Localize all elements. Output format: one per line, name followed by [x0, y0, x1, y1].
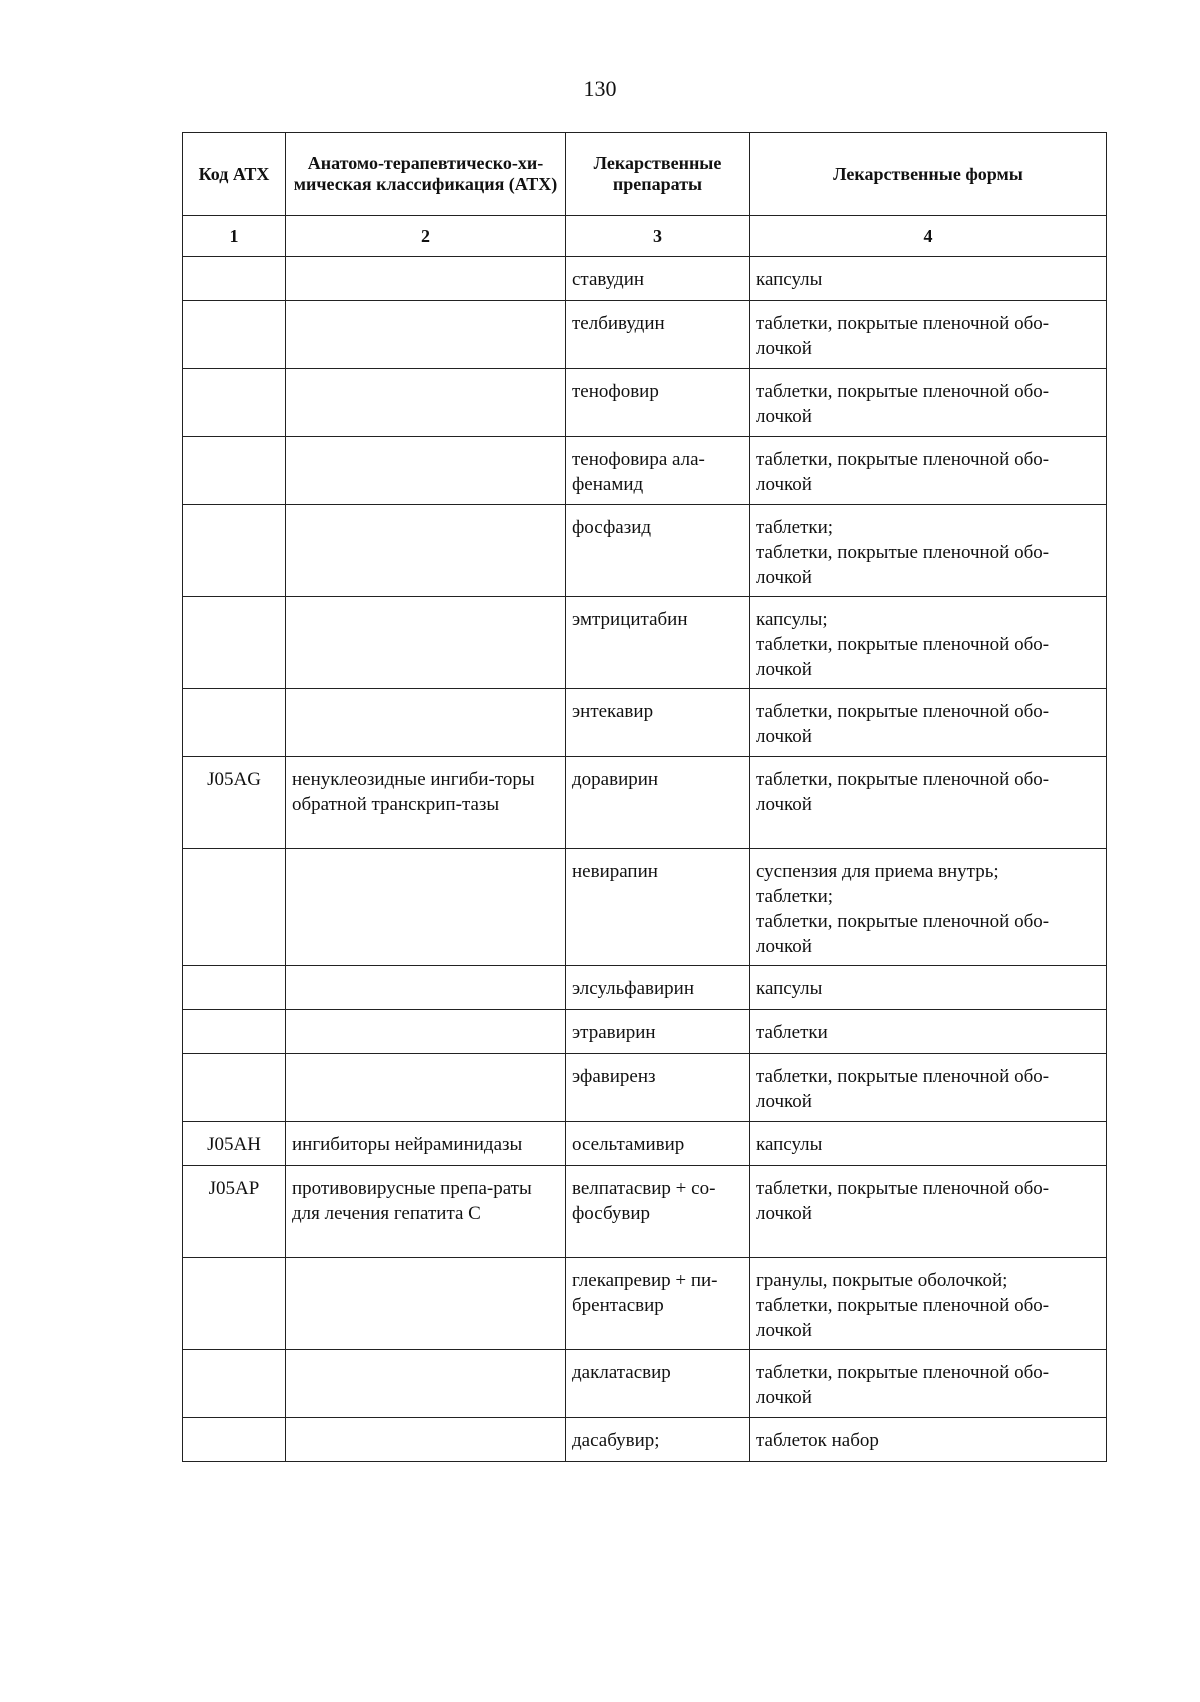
table-row — [183, 1350, 1107, 1418]
drug-name-cell: фосфазид — [566, 505, 750, 597]
atc-code-cell — [183, 369, 286, 437]
dosage-form-line: таблетки, покрытые пленочной обо-лочкой — [756, 313, 1050, 359]
atc-code-cell — [183, 1418, 286, 1462]
dosage-form-line: таблетки, покрытые пленочной обо-лочкой — [756, 911, 1050, 957]
dosage-forms-cell — [750, 1010, 1107, 1054]
dosage-forms-cell — [750, 1122, 1107, 1166]
drug-name-cell: эфавиренз — [566, 1054, 750, 1122]
drug-name-cell: невирапин — [566, 849, 750, 966]
dosage-form-line: капсулы — [756, 1134, 823, 1155]
atc-classification-cell — [286, 1418, 566, 1462]
column-number: 3 — [566, 216, 750, 257]
dosage-form-line: капсулы — [756, 978, 823, 999]
dosage-forms-cell — [750, 301, 1107, 369]
table-row — [183, 966, 1107, 1010]
atc-code-cell — [183, 505, 286, 597]
table-row — [183, 369, 1107, 437]
table-row — [183, 689, 1107, 757]
drug-name-cell: тенофовира ала-фенамид — [566, 437, 750, 505]
atc-classification-cell — [286, 505, 566, 597]
dosage-form-line: таблетки, покрытые пленочной обо-лочкой — [756, 449, 1050, 495]
atc-code-cell — [183, 1350, 286, 1418]
dosage-form-line: таблетки, покрытые пленочной обо-лочкой — [756, 381, 1050, 427]
atc-classification-cell — [286, 369, 566, 437]
dosage-forms-cell — [750, 1258, 1107, 1350]
dosage-forms-cell — [750, 1418, 1107, 1462]
table-row — [183, 1122, 1107, 1166]
column-number-row — [183, 216, 1107, 257]
table-row — [183, 1258, 1107, 1350]
dosage-form-line: таблетки; — [756, 517, 834, 538]
drug-name-cell: ставудин — [566, 257, 750, 301]
dosage-forms-cell — [750, 437, 1107, 505]
dosage-form-line: таблетки, покрытые пленочной обо-лочкой — [756, 701, 1050, 747]
atc-code-cell — [183, 301, 286, 369]
drug-name-cell: тенофовир — [566, 369, 750, 437]
atc-classification-cell — [286, 966, 566, 1010]
atc-code-cell — [183, 1010, 286, 1054]
dosage-forms-cell — [750, 1166, 1107, 1258]
dosage-form-line: таблеток набор — [756, 1430, 879, 1451]
atc-code-cell — [183, 597, 286, 689]
drug-name-cell: дасабувир; — [566, 1418, 750, 1462]
atc-classification-cell — [286, 849, 566, 966]
dosage-form-line: таблетки, покрытые пленочной обо-лочкой — [756, 769, 1050, 815]
dosage-form-line: капсулы — [756, 269, 823, 290]
dosage-form-line: таблетки, покрытые пленочной обо-лочкой — [756, 542, 1050, 588]
atc-classification-cell — [286, 1010, 566, 1054]
table-row — [183, 849, 1107, 966]
dosage-form-line: капсулы; — [756, 609, 828, 630]
table-body — [183, 257, 1107, 1462]
dosage-forms-cell — [750, 1054, 1107, 1122]
atc-code-cell — [183, 437, 286, 505]
dosage-forms-cell — [750, 257, 1107, 301]
dosage-form-line: таблетки, покрытые пленочной обо-лочкой — [756, 1066, 1050, 1112]
atc-code-cell — [183, 1258, 286, 1350]
atc-classification-cell — [286, 437, 566, 505]
dosage-forms-cell — [750, 369, 1107, 437]
dosage-form-line: таблетки — [756, 1022, 828, 1043]
header-atc-code: Код АТХ — [183, 133, 286, 216]
dosage-forms-cell — [750, 966, 1107, 1010]
header-atc-classification: Анатомо-терапевтическо-хи-мическая классификация (АТХ) — [286, 133, 566, 216]
atc-classification-cell — [286, 689, 566, 757]
atc-code-cell: J05AH — [183, 1122, 286, 1166]
atc-classification-cell: противовирусные препа-раты для лечения гепатита С — [286, 1166, 566, 1258]
dosage-forms-cell — [750, 597, 1107, 689]
dosage-forms-cell — [750, 689, 1107, 757]
table-row — [183, 1054, 1107, 1122]
atc-drug-table — [182, 132, 1107, 1462]
dosage-forms-cell — [750, 849, 1107, 966]
header-drugs: Лекарственные препараты — [566, 133, 750, 216]
drug-name-cell: энтекавир — [566, 689, 750, 757]
atc-classification-cell — [286, 597, 566, 689]
header-dosage-forms: Лекарственные формы — [750, 133, 1107, 216]
dosage-form-line: таблетки, покрытые пленочной обо-лочкой — [756, 1295, 1050, 1341]
atc-classification-cell — [286, 1350, 566, 1418]
dosage-forms-cell — [750, 757, 1107, 849]
drug-name-cell: элсульфавирин — [566, 966, 750, 1010]
table-row — [183, 757, 1107, 849]
table-row — [183, 1418, 1107, 1462]
table-row — [183, 1010, 1107, 1054]
drug-name-cell: этравирин — [566, 1010, 750, 1054]
dosage-forms-cell — [750, 505, 1107, 597]
drug-name-cell: телбивудин — [566, 301, 750, 369]
table-row — [183, 1166, 1107, 1258]
table-row — [183, 257, 1107, 301]
column-number: 1 — [183, 216, 286, 257]
atc-code-cell — [183, 966, 286, 1010]
atc-classification-cell — [286, 257, 566, 301]
page-number: 130 — [583, 76, 617, 101]
column-number: 2 — [286, 216, 566, 257]
atc-code-cell: J05AG — [183, 757, 286, 849]
dosage-form-line: суспензия для приема внутрь; — [756, 861, 999, 882]
atc-classification-cell — [286, 1258, 566, 1350]
table-row — [183, 597, 1107, 689]
table-header-row — [183, 133, 1107, 216]
dosage-forms-cell — [750, 1350, 1107, 1418]
dosage-form-line: гранулы, покрытые оболочкой; — [756, 1270, 1008, 1291]
drug-name-cell: глекапревир + пи-брентасвир — [566, 1258, 750, 1350]
table-row — [183, 301, 1107, 369]
drug-name-cell: велпатасвир + со-фосбувир — [566, 1166, 750, 1258]
atc-code-cell: J05AP — [183, 1166, 286, 1258]
drug-name-cell: осельтамивир — [566, 1122, 750, 1166]
atc-code-cell — [183, 849, 286, 966]
atc-code-cell — [183, 1054, 286, 1122]
dosage-form-line: таблетки, покрытые пленочной обо-лочкой — [756, 1178, 1050, 1224]
dosage-form-line: таблетки, покрытые пленочной обо-лочкой — [756, 634, 1050, 680]
atc-classification-cell: ненуклеозидные ингиби-торы обратной транскрип-тазы — [286, 757, 566, 849]
drug-name-cell: даклатасвир — [566, 1350, 750, 1418]
table-row — [183, 437, 1107, 505]
column-number: 4 — [750, 216, 1107, 257]
atc-code-cell — [183, 257, 286, 301]
atc-classification-cell — [286, 301, 566, 369]
dosage-form-line: таблетки; — [756, 886, 834, 907]
atc-classification-cell: ингибиторы нейраминидазы — [286, 1122, 566, 1166]
drug-name-cell: эмтрицитабин — [566, 597, 750, 689]
atc-classification-cell — [286, 1054, 566, 1122]
table-row — [183, 505, 1107, 597]
drug-name-cell: доравирин — [566, 757, 750, 849]
atc-code-cell — [183, 689, 286, 757]
dosage-form-line: таблетки, покрытые пленочной обо-лочкой — [756, 1362, 1050, 1408]
